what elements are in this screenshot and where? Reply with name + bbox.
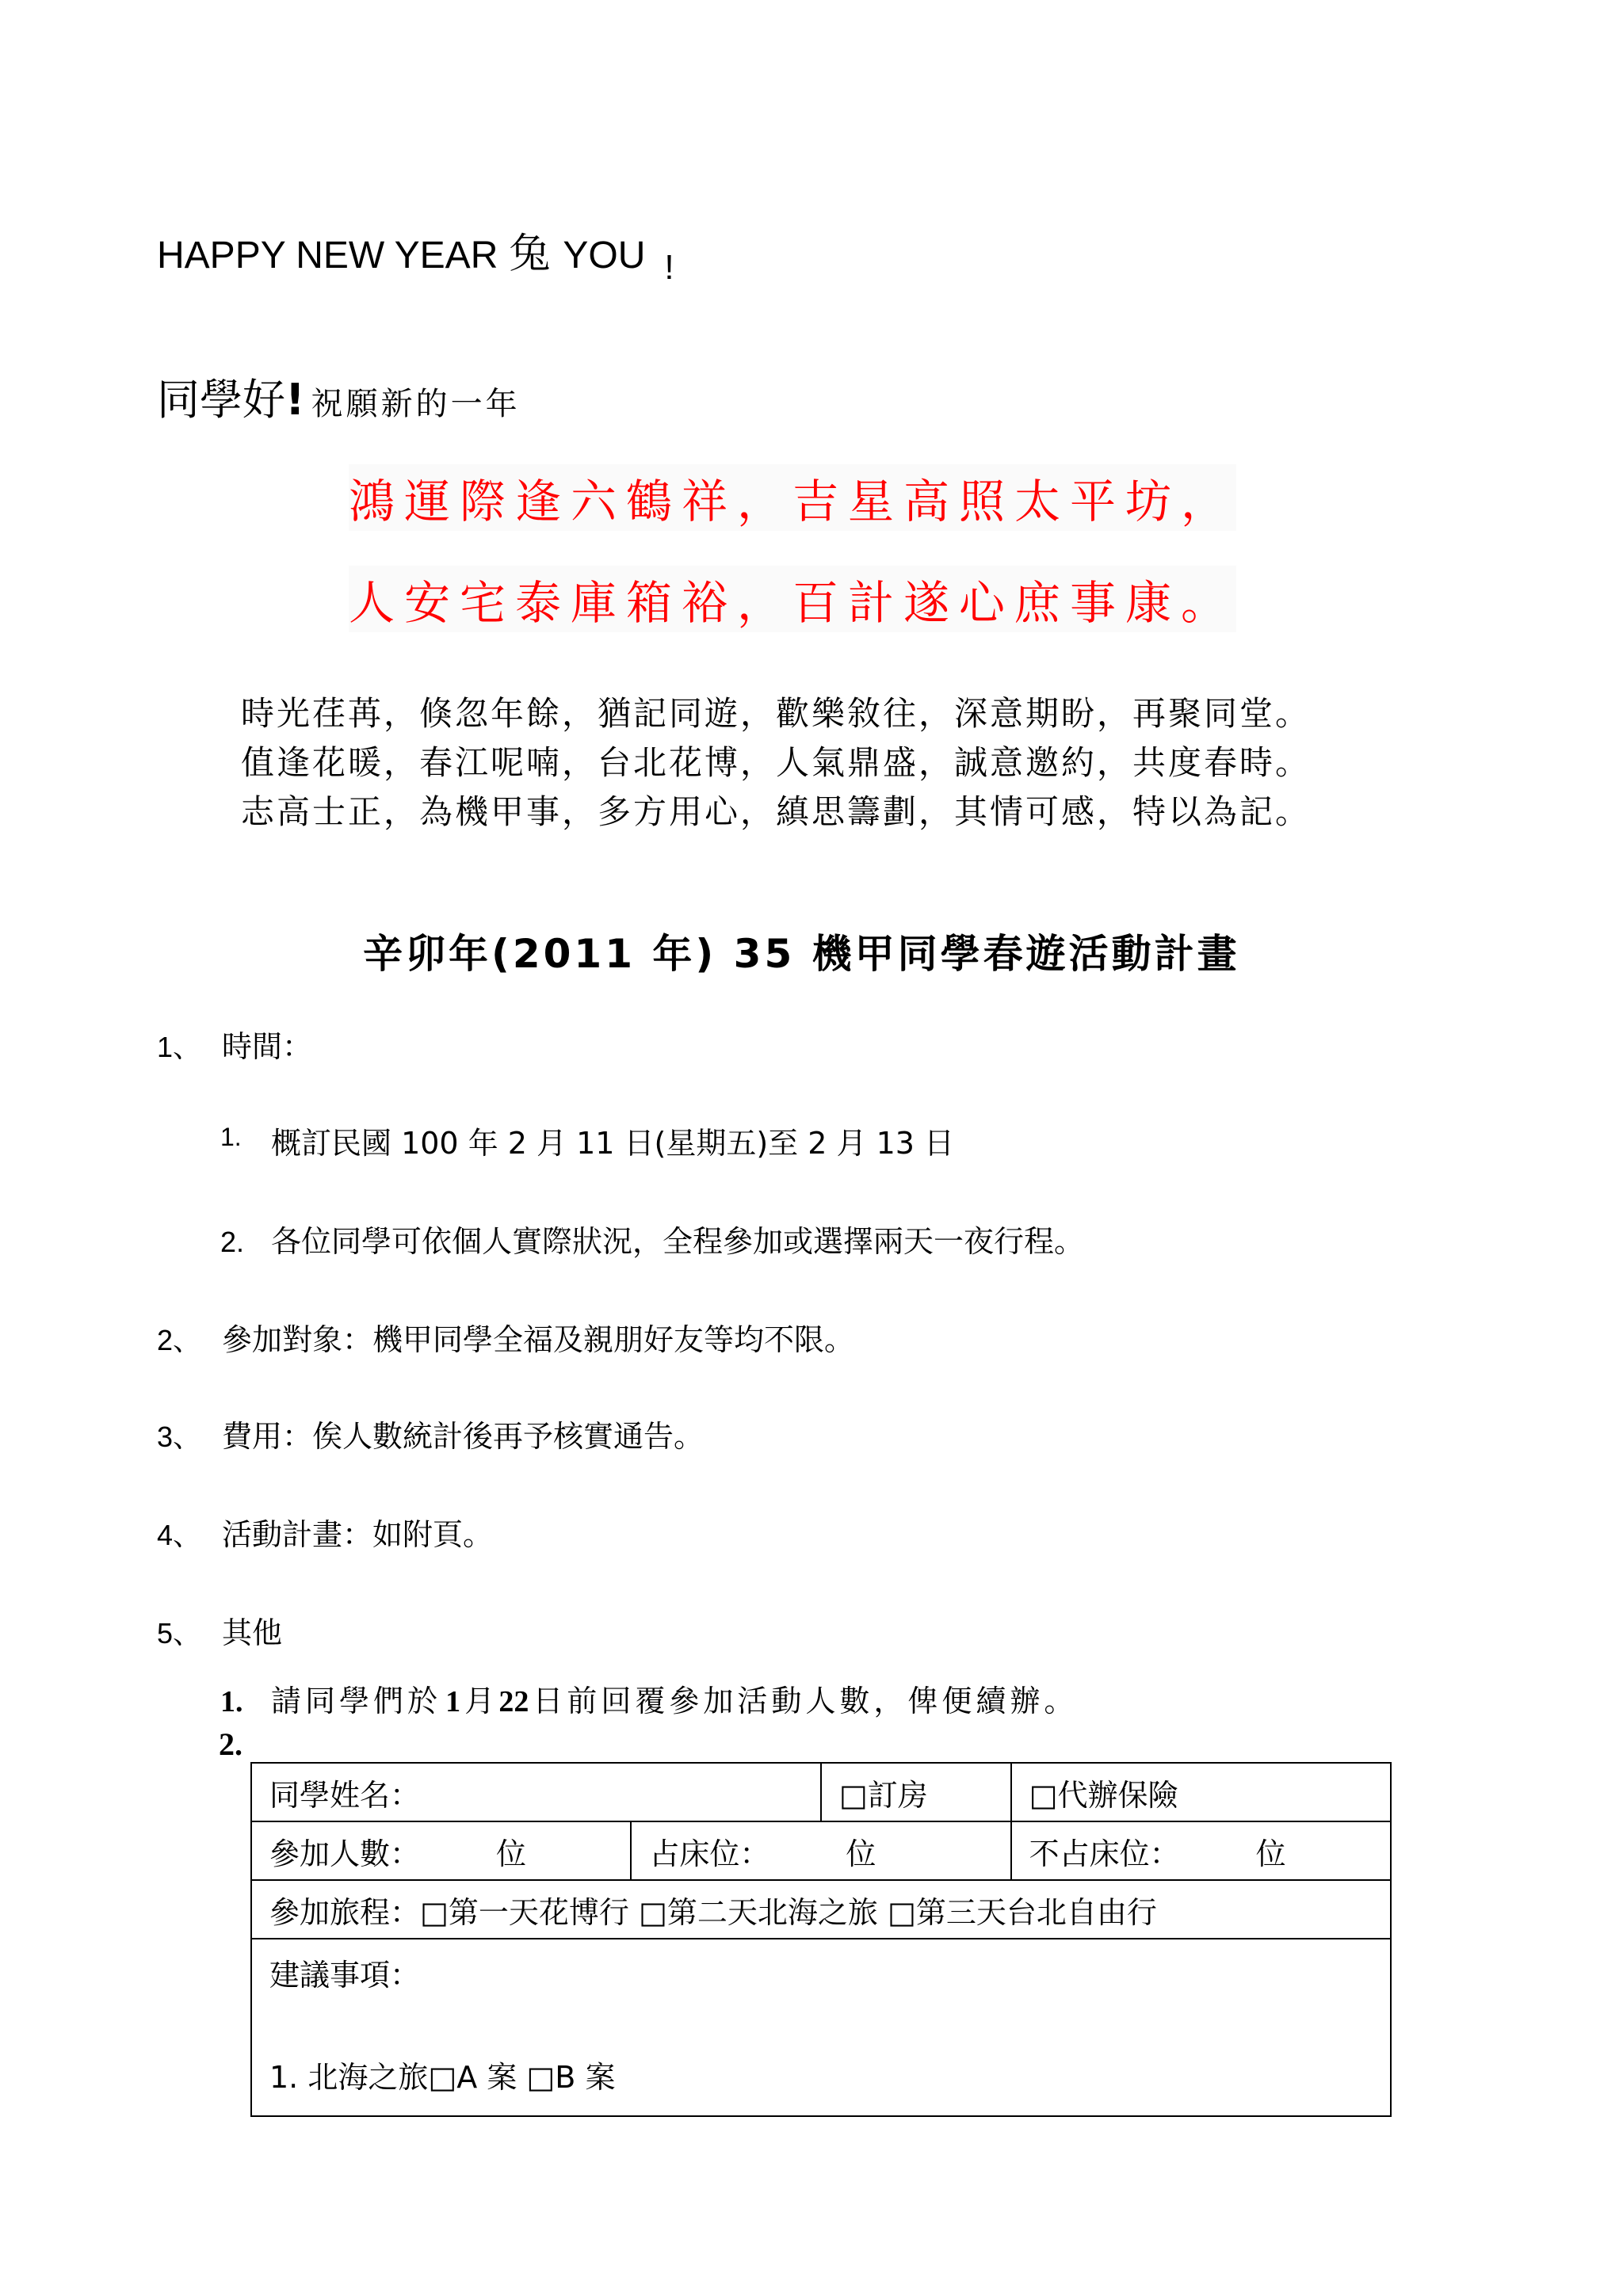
section-5-text: 其他 [222,1615,283,1650]
greeting-text-1: HAPPY NEW YEAR [157,235,498,277]
bed-count-field[interactable] [631,1821,1010,1880]
section-1-item-2-number: 2. [220,1226,245,1258]
people-count-field[interactable] [251,1821,631,1880]
itinerary-label: 參加旅程：□第一天花博行 □第二天北海之旅 □第三天台北自由行 [269,1894,1157,1930]
section-2-text: 參加對象：機甲同學全福及親朋好友等均不限。 [222,1322,855,1357]
section-1 [157,1022,312,1066]
section-1-item-2 [220,1217,1084,1261]
section-5-item-1 [220,1676,1078,1720]
section-5-item-1-text-b: 月 [464,1684,495,1718]
greeting-rabbit: 兔 [509,231,551,278]
section-5-item-1-month: 1 [445,1685,461,1718]
room-checkbox[interactable] [821,1763,1011,1821]
section-2 [157,1315,854,1359]
bed-unit: 位 [846,1836,876,1871]
people-label: 參加人數： [269,1836,421,1871]
section-3-number: 3、 [157,1421,202,1453]
suggestion-item-1: 1. 北海之旅□A 案 □B 案 [269,2060,616,2095]
salutation-main: 同學好 [157,375,285,425]
section-4-text: 活動計畫：如附頁。 [222,1517,494,1552]
people-unit: 位 [496,1836,527,1871]
form-row-4 [251,1939,1391,2116]
greeting-exclaim: ! [664,248,674,287]
section-4-number: 4、 [157,1519,202,1551]
nobed-count-field[interactable] [1011,1821,1391,1880]
reply-form-table [250,1762,1392,2117]
section-3 [157,1412,704,1455]
nobed-unit: 位 [1255,1836,1286,1871]
section-3-text: 費用：俟人數統計後再予核實通告。 [222,1419,705,1454]
section-4 [157,1510,493,1554]
section-1-number: 1、 [157,1031,202,1063]
insurance-checkbox[interactable] [1011,1763,1391,1821]
section-5 [157,1608,282,1652]
insurance-label: □代辦保險 [1029,1777,1178,1813]
prose-line-1: 時光荏苒，倏忽年餘，猶記同遊，歡樂敘往，深意期盼，再聚同堂。 [241,694,1312,733]
form-row-2 [251,1821,1391,1880]
section-1-item-1-text: 概訂民國 100 年 2 月 11 日(星期五)至 2 月 13 日 [271,1126,955,1161]
section-5-item-1-text-a: 請同學們於 [271,1684,442,1718]
salutation-bang: ! [285,375,305,425]
section-1-item-1-number: 1. [220,1123,242,1151]
suggestion-field[interactable] [251,1939,1391,2116]
section-5-item-1-text-c: 日前回覆參加活動人數，俾便續辦。 [533,1684,1079,1718]
form-row-3 [251,1880,1391,1939]
greeting-line [157,220,674,287]
nobed-label: 不占床位： [1029,1836,1180,1871]
section-5-item-1-day: 22 [498,1685,529,1718]
name-field[interactable] [251,1763,821,1821]
poem-line-2: 人安宅泰庫箱裕，百計遂心庶事康。 [349,566,1236,632]
salutation-wish: 祝願新的一年 [311,386,521,422]
greeting-text-2: YOU [563,235,646,277]
itinerary-field[interactable] [251,1880,1391,1939]
form-row-1 [251,1763,1391,1821]
section-1-item-1 [220,1119,954,1162]
section-5-item-1-number: 1. [220,1685,243,1718]
poem-line-1: 鴻運際逢六鶴祥，吉星高照太平坊， [349,464,1236,531]
suggestion-label: 建議事項： [269,1958,421,1993]
prose-line-2: 值逢花暖，春江呢喃，台北花博，人氣鼎盛，誠意邀約，共度春時。 [241,743,1312,782]
bed-label: 占床位： [649,1836,770,1871]
section-5-number: 5、 [157,1617,202,1650]
salutation [157,366,521,427]
section-1-text: 時間： [222,1029,313,1064]
name-label: 同學姓名： [269,1777,421,1813]
plan-title: 辛卯年(2011 年) 35 機甲同學春遊活動計畫 [363,931,1240,977]
section-2-number: 2、 [157,1324,202,1356]
section-5-item-2-number: 2. [219,1726,242,1762]
section-1-item-2-text: 各位同學可依個人實際狀況，全程參加或選擇兩天一夜行程。 [271,1224,1085,1259]
prose-line-3: 志高士正，為機甲事，多方用心，縝思籌劃，其情可感，特以為記。 [241,792,1312,831]
room-label: □訂房 [838,1777,928,1813]
